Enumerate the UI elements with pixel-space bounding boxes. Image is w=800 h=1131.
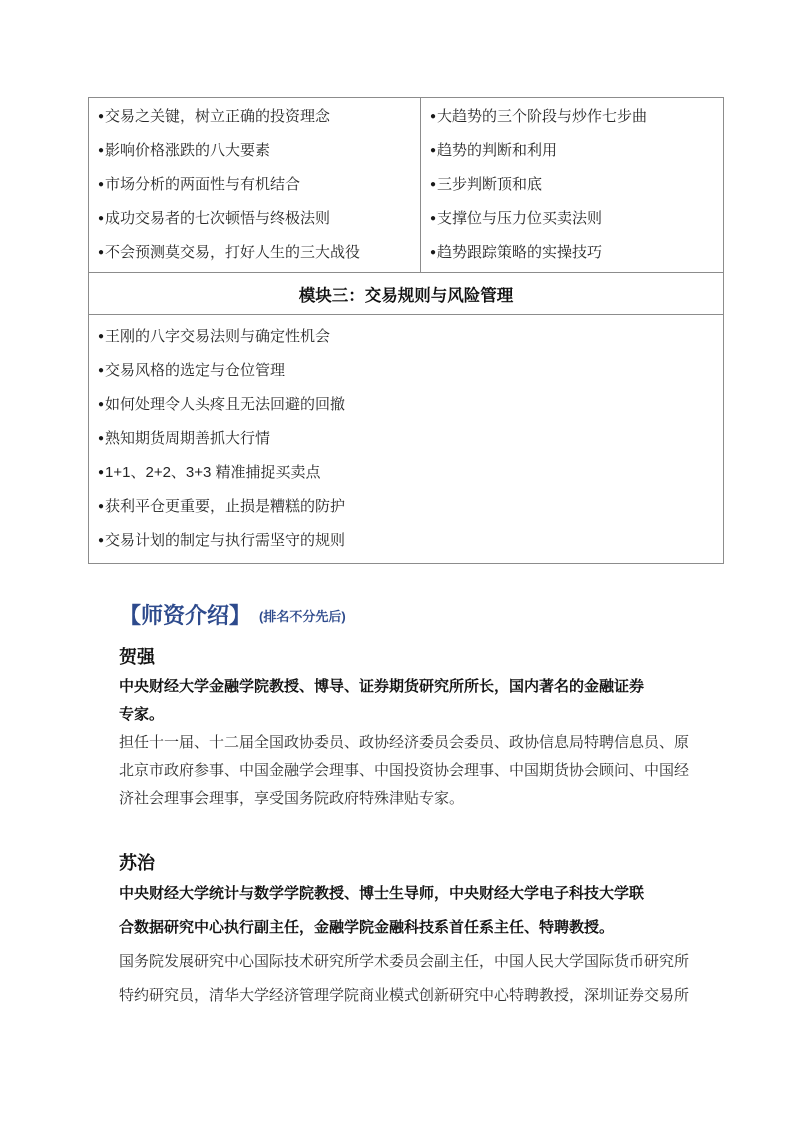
faculty-heading xyxy=(119,602,703,631)
course-topic-item xyxy=(98,236,414,270)
course-topic-item xyxy=(430,134,717,168)
bullet-icon: ● xyxy=(430,213,437,224)
course-topic-item xyxy=(98,354,717,388)
teacher-title xyxy=(119,877,703,945)
course-topic-text: 趋势跟踪策略的实操技巧 xyxy=(437,244,603,261)
course-topic-item xyxy=(98,388,717,422)
course-topic-text: 大趋势的三个阶段与炒作七步曲 xyxy=(437,108,648,125)
bullet-icon: ● xyxy=(98,111,105,122)
teacher-bio-line: 特约研究员，清华大学经济管理学院商业模式创新研究中心特聘教授，深圳证券交易所 xyxy=(119,987,690,1004)
course-topic-text: 如何处理令人头疼且无法回避的回撤 xyxy=(105,396,346,413)
teacher-bio xyxy=(119,729,703,813)
bullet-icon: ● xyxy=(98,145,105,156)
faculty-section xyxy=(119,602,703,1013)
bullet-icon: ● xyxy=(98,535,105,546)
course-topic-text: 获利平仓更重要，止损是糟糕的防护 xyxy=(105,498,346,515)
course-topic-item xyxy=(98,100,414,134)
teacher-bio xyxy=(119,945,703,1013)
course-topic-text: 熟知期货周期善抓大行情 xyxy=(105,430,271,447)
course-topic-text: 交易之关键，树立正确的投资理念 xyxy=(105,108,331,125)
teacher-bio-line: 担任十一届、十二届全国政协委员、政协经济委员会委员、政协信息局特聘信息员、原 xyxy=(119,734,690,751)
course-topic-text: 支撑位与压力位买卖法则 xyxy=(437,210,603,227)
teacher-title-line: 专家。 xyxy=(119,706,165,723)
bullet-icon: ● xyxy=(98,247,105,258)
course-topic-item xyxy=(98,524,717,558)
bullet-icon: ● xyxy=(430,111,437,122)
module3-cell xyxy=(89,315,724,564)
faculty-heading-title: 【师资介绍】 xyxy=(119,603,252,628)
course-topic-text: 交易风格的选定与仓位管理 xyxy=(105,362,286,379)
module2-right-cell xyxy=(421,98,724,273)
teacher-title xyxy=(119,673,703,729)
bullet-icon: ● xyxy=(98,179,105,190)
teacher-block-suzhi xyxy=(119,851,703,1013)
module2-left-cell xyxy=(89,98,421,273)
course-topic-item xyxy=(98,422,717,456)
bullet-icon: ● xyxy=(98,467,105,478)
faculty-heading-note: (排名不分先后) xyxy=(259,609,346,624)
bullet-icon: ● xyxy=(430,247,437,258)
teacher-bio-line: 国务院发展研究中心国际技术研究所学术委员会副主任，中国人民大学国际货币研究所 xyxy=(119,953,690,970)
course-topic-text: 王刚的八字交易法则与确定性机会 xyxy=(105,328,331,345)
teacher-block-heqiang xyxy=(119,645,703,813)
course-topic-text: 不会预测莫交易，打好人生的三大战役 xyxy=(105,244,361,261)
bullet-icon: ● xyxy=(98,331,105,342)
course-topic-text: 影响价格涨跌的八大要素 xyxy=(105,142,271,159)
course-topic-text: 趋势的判断和利用 xyxy=(437,142,558,159)
bullet-icon: ● xyxy=(98,433,105,444)
bullet-icon: ● xyxy=(430,179,437,190)
course-topic-item xyxy=(98,490,717,524)
teacher-bio-line: 北京市政府参事、中国金融学会理事、中国投资协会理事、中国期货协会顾问、中国经 xyxy=(119,762,690,779)
teacher-title-line: 中央财经大学金融学院教授、博导、证券期货研究所所长，国内著名的金融证券 xyxy=(119,678,645,695)
course-topic-item xyxy=(98,320,717,354)
course-topic-text: 成功交易者的七次顿悟与终极法则 xyxy=(105,210,331,227)
bullet-icon: ● xyxy=(98,399,105,410)
bullet-icon: ● xyxy=(98,365,105,376)
bullet-icon: ● xyxy=(430,145,437,156)
bullet-icon: ● xyxy=(98,213,105,224)
course-topic-item xyxy=(98,134,414,168)
teacher-bio-line: 济社会理事会理事，享受国务院政府特殊津贴专家。 xyxy=(119,790,465,807)
course-topic-item xyxy=(430,202,717,236)
module3-header: 模块三：交易规则与风险管理 xyxy=(89,273,724,315)
course-topic-item xyxy=(430,236,717,270)
teacher-title-line: 中央财经大学统计与数学学院教授、博士生导师，中央财经大学电子科技大学联 xyxy=(119,885,645,902)
course-topic-text: 市场分析的两面性与有机结合 xyxy=(105,176,301,193)
course-topic-item xyxy=(98,202,414,236)
bullet-icon: ● xyxy=(98,501,105,512)
course-topic-text: 1+1、2+2、3+3 精准捕捉买卖点 xyxy=(105,464,321,481)
teacher-name: 苏治 xyxy=(119,853,155,873)
course-topic-item xyxy=(430,168,717,202)
course-topic-text: 交易计划的制定与执行需坚守的规则 xyxy=(105,532,346,549)
course-topic-item xyxy=(98,456,717,490)
module3-topics-row xyxy=(89,315,724,564)
course-topic-item xyxy=(98,168,414,202)
teacher-title-line: 合数据研究中心执行副主任，金融学院金融科技系首任系主任、特聘教授。 xyxy=(119,919,615,936)
teacher-name: 贺强 xyxy=(119,647,155,667)
module3-header-row xyxy=(89,273,724,315)
course-topic-item xyxy=(430,100,717,134)
module2-topics-row xyxy=(89,98,724,273)
course-outline-table xyxy=(88,97,724,564)
course-topic-text: 三步判断顶和底 xyxy=(437,176,543,193)
